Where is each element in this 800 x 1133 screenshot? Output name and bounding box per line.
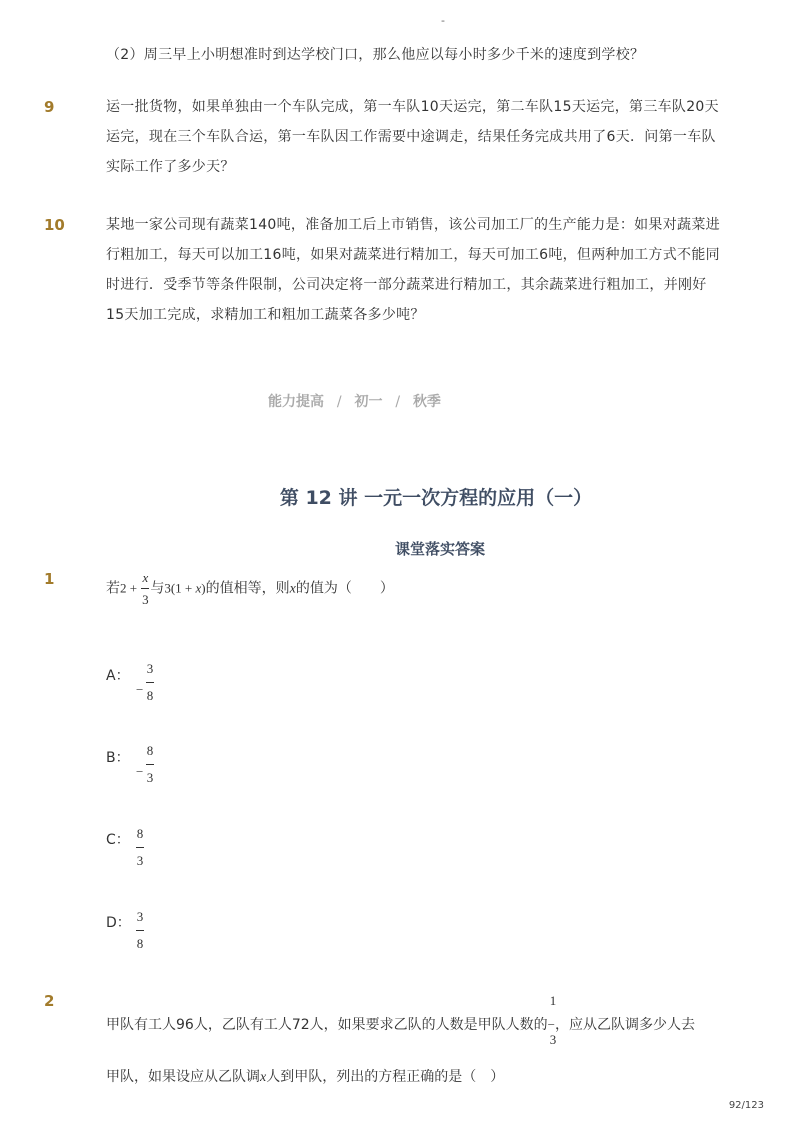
question-number-9: 9	[44, 98, 55, 116]
q1-tail2: 的值为（ ）	[295, 580, 394, 597]
tag-separator: /	[336, 394, 342, 410]
q9-line: 运完，现在三个车队合运，第一车队因工作需要中途调走，结果任务完成共用了6天．问第一车队	[106, 129, 716, 145]
q2-line1-tail: ，应从乙队调多少人去	[554, 1017, 695, 1033]
question-number-1: 1	[44, 570, 55, 588]
q1-mid: 与	[150, 580, 165, 597]
choice-d-label: D：	[106, 915, 131, 931]
choice-b-label: B：	[106, 750, 130, 766]
q2-line2-a: 甲队，如果设应从乙队调	[106, 1069, 260, 1085]
question-number-2: 2	[44, 992, 55, 1010]
q2-line2-var: x	[260, 1070, 267, 1085]
q9-line: 实际工作了多少天？	[106, 159, 235, 175]
q10-line: 时进行．受季节等条件限制，公司决定将一部分蔬菜进行精加工，其余蔬菜进行粗加工，并刚好	[106, 277, 707, 293]
q1-frac-den: 3	[142, 592, 149, 607]
q10-line: 15天加工完成，求精加工和粗加工蔬菜各多少吨？	[106, 307, 425, 323]
q2-frac-num: 1	[549, 993, 557, 1008]
choice-a-den: 8	[146, 688, 154, 703]
q2-line2-b: 人到甲队，列出的方程正确的是（ ）	[266, 1069, 505, 1085]
question-10-text	[106, 210, 720, 330]
q1-frac-num: x	[142, 570, 149, 585]
q10-line: 行粗加工，每天可以加工16吨，如果对蔬菜进行精加工，每天可加工6吨，但两种加工方式不能同	[106, 247, 720, 263]
lecture-title: 第 12 讲 一元一次方程的应用（一）	[279, 487, 593, 509]
choice-a-num: 3	[146, 661, 154, 676]
tag-separator: /	[395, 394, 401, 410]
q1-tail-var: x	[289, 581, 296, 597]
top-mark: -	[441, 14, 445, 27]
question-number-10: 10	[44, 216, 65, 234]
choice-c-num: 8	[136, 826, 144, 841]
course-grade: 初一	[354, 394, 383, 410]
section-title: 课堂落实答案	[394, 540, 485, 558]
q1-prefix: 若	[106, 580, 120, 597]
choice-d-den: 8	[136, 936, 144, 951]
choice-b-den: 3	[146, 770, 154, 785]
q1-expr2-var: x	[195, 580, 202, 596]
q9-line: 运一批货物，如果单独由一个车队完成，第一车队10天运完，第二车队15天运完，第三车队20天	[106, 99, 719, 115]
choice-b-num: 8	[146, 743, 154, 758]
choice-c-den: 3	[136, 853, 144, 868]
q10-line: 某地一家公司现有蔬菜140吨，准备加工后上市销售，该公司加工厂的生产能力是：如果对蔬菜进	[106, 217, 720, 233]
question-9-text	[106, 92, 719, 182]
choice-b-sign: −	[136, 764, 144, 779]
choice-a-label: A：	[106, 668, 130, 684]
q1-expr2: 3(1 +	[164, 580, 196, 596]
q2-frac-den: 3	[549, 1032, 557, 1047]
page-number: 92/123	[728, 1100, 764, 1111]
course-tag	[268, 391, 441, 411]
q8-part2: （2）周三早上小明想准时到达学校门口，那么他应以每小时多少千米的速度到学校？	[106, 47, 645, 63]
q1-expr2-end: )	[201, 580, 206, 596]
q2-fraction	[547, 993, 559, 1048]
question-2-line2	[106, 1066, 504, 1086]
choice-c-label: C：	[106, 832, 130, 848]
question-2-line1: 甲队有工人96人，乙队有工人72人，如果要求乙队的人数是甲队人数的−，应从乙队调多少人去	[106, 1017, 695, 1033]
q2-line1-text: 甲队有工人96人，乙队有工人72人，如果要求乙队的人数是甲队人数的	[106, 1017, 548, 1033]
q1-tail1: 的值相等，则	[205, 580, 290, 597]
course-season: 秋季	[412, 394, 441, 410]
choice-d-num: 3	[136, 909, 144, 924]
course-level: 能力提高	[268, 394, 324, 410]
q1-expr1: 2 +	[120, 580, 141, 596]
choice-a-sign: −	[136, 682, 144, 697]
question-1-stem	[106, 571, 394, 606]
